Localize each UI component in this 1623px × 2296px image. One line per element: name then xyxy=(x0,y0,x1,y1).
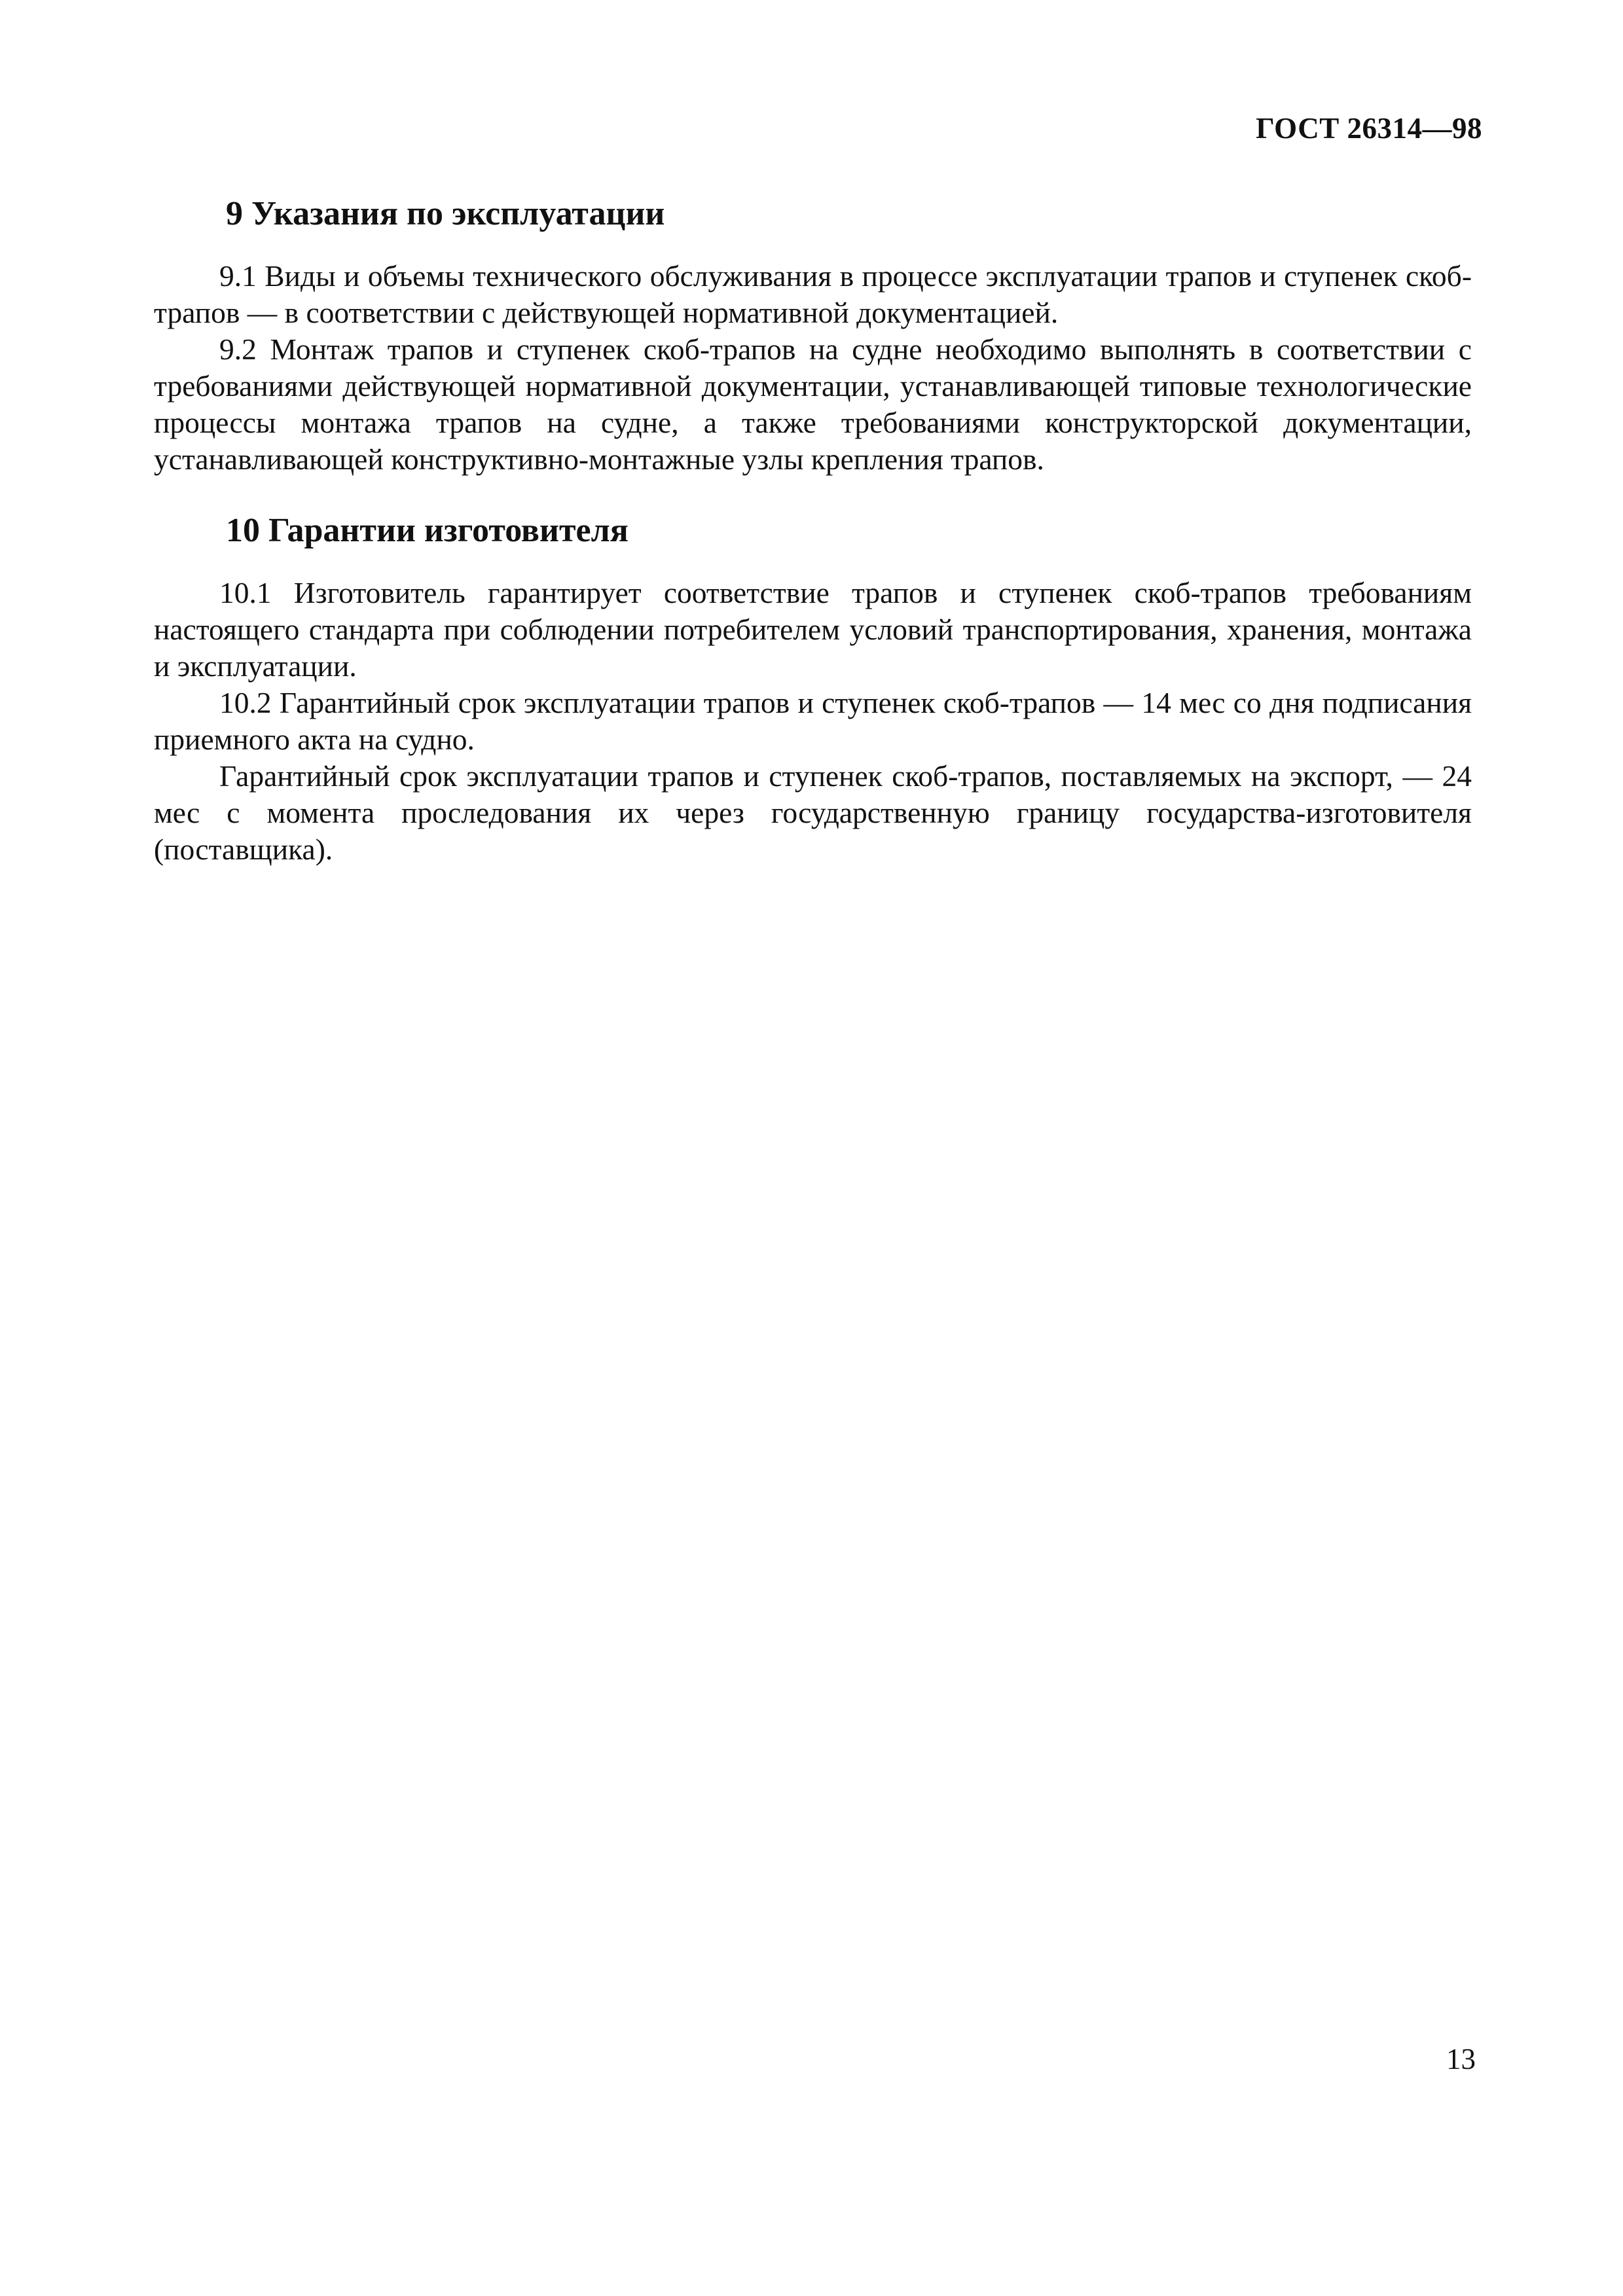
page-number: 13 xyxy=(1446,2043,1476,2075)
section-9-title: 9 Указания по эксплуатации xyxy=(226,195,665,232)
document-code: ГОСТ 26314—98 xyxy=(1256,112,1482,145)
paragraph-9-1: 9.1 Виды и объемы технического обслуживания в процессе эксплуатации трапов и ступенек скоб-трапов — в соответствии с действующей нормативной документацией. xyxy=(154,259,1472,329)
paragraph-9-2: 9.2 Монтаж трапов и ступенек скоб-трапов на судне необходимо выполнять в соответствии с требованиями действующей нормативной документации, устанавливающей типовые технологические процессы монтажа трапов на судне, а также требованиями конструкторской документации, устанавливающей конструктивно-монтажные узлы крепления трапов. xyxy=(154,332,1472,476)
page-content xyxy=(154,185,1472,868)
section-10-title: 10 Гарантии изготовителя xyxy=(226,512,629,549)
paragraph-10-2-export: Гарантийный срок эксплуатации трапов и ступенек скоб-трапов, поставляемых на экспорт, — 24 мес с момента проследования их через государственную границу государства-изготовителя (поставщика). xyxy=(154,759,1472,866)
paragraph-10-1: 10.1 Изготовитель гарантирует соответствие трапов и ступенек скоб-трапов требованиям настоящего стандарта при соблюдении потребителем условий транспортирования, хранения, монтажа и эксплуатации. xyxy=(154,576,1472,683)
paragraph-10-2: 10.2 Гарантийный срок эксплуатации трапов и ступенек скоб-трапов — 14 мес со дня подписания приемного акта на судно. xyxy=(154,686,1472,756)
